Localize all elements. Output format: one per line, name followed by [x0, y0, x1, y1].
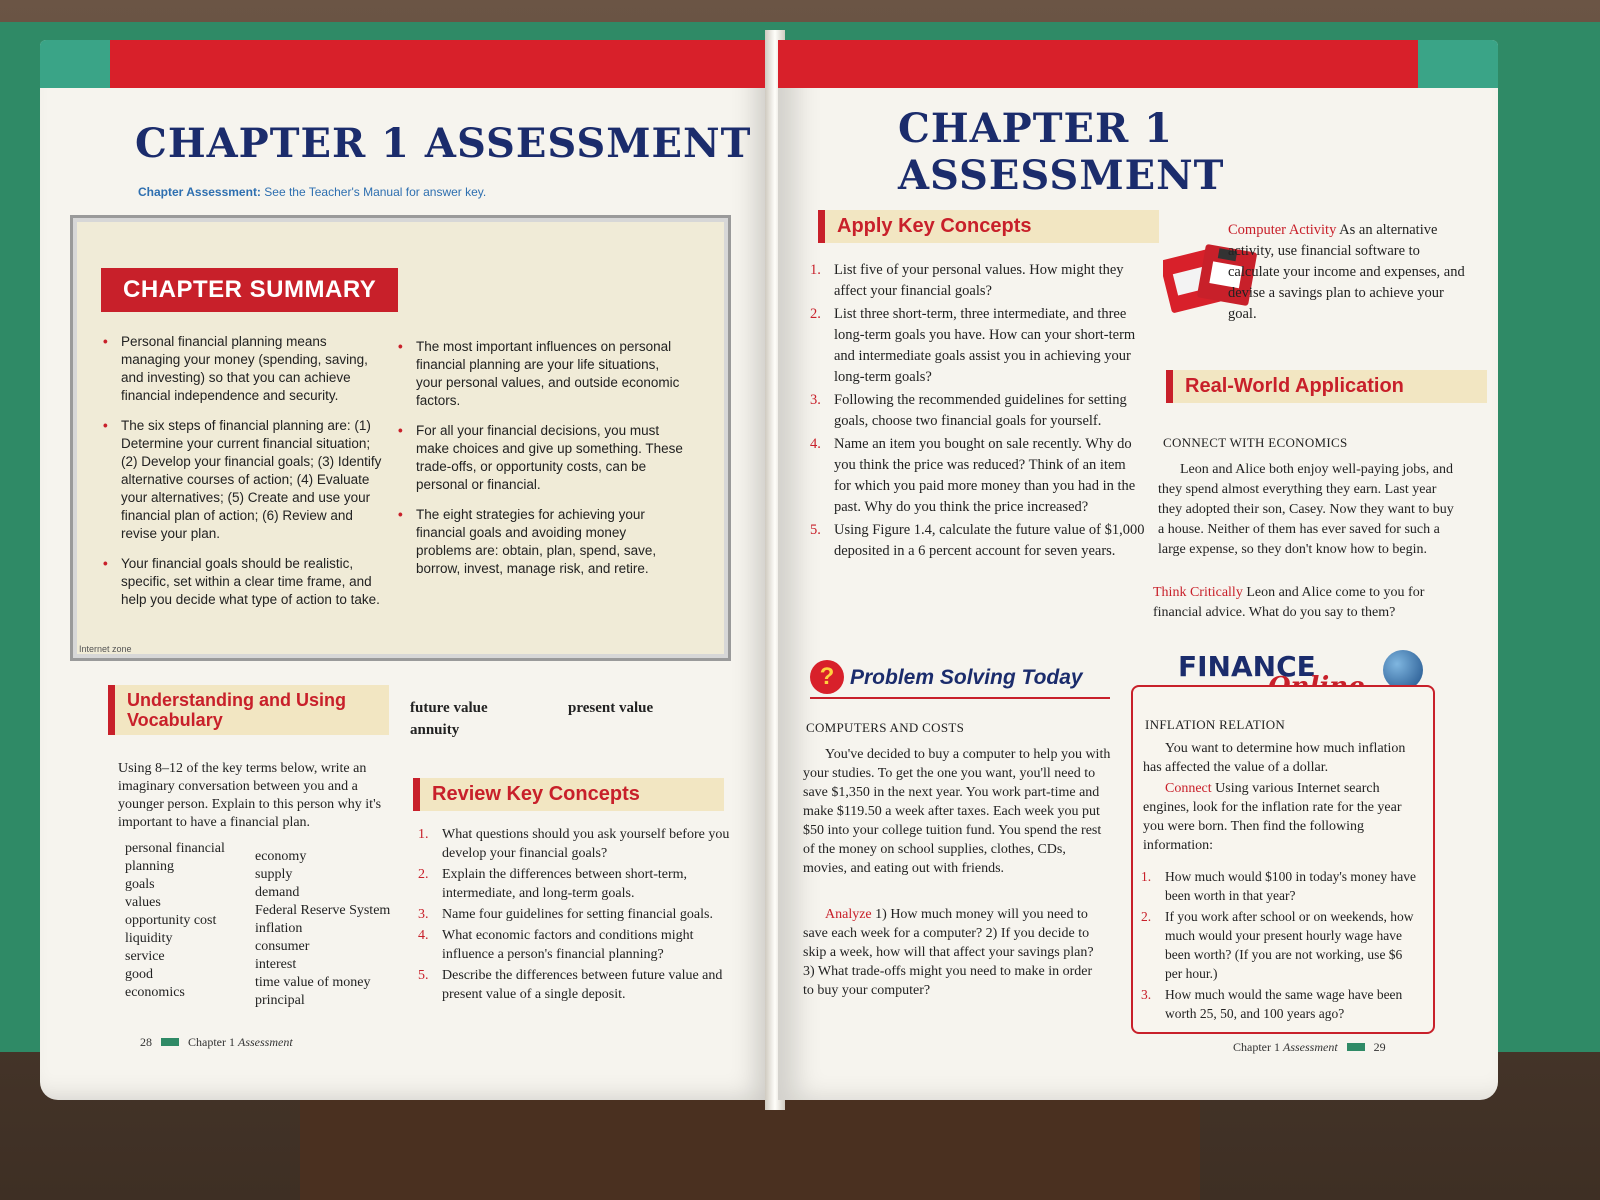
apply-question-text: Name an item you bought on sale recently. Why do you think the price was reduced? Think of an item for which you paid more money than you had in the past. Why do you think the price increased? [834, 436, 1136, 515]
review-key-concepts-header: Review Key Concepts [413, 778, 724, 811]
term-future-value: future value [410, 700, 488, 716]
finance-online-question [1141, 907, 1421, 983]
vocab-terms-column-1 [125, 840, 245, 1002]
review-question-text: Describe the differences between future value and present value of a single deposit. [442, 968, 723, 1002]
left-teal-corner [40, 40, 110, 88]
review-question-text: What questions should you ask yourself before you develop your financial goals? [442, 827, 730, 861]
review-question [418, 825, 738, 863]
apply-questions-list [810, 260, 1145, 564]
apply-question [810, 260, 1145, 302]
summary-column-2 [398, 338, 683, 590]
left-chapter-title: CHAPTER 1 ASSESSMENT [135, 120, 752, 167]
real-world-body: Leon and Alice both enjoy well-paying jobs, and they spend almost everything they earn. Last year they adopted their son, Casey. Now they want to buy a house. Neither of them has ever saved for such a large expense, so they don't know how to begin. [1158, 462, 1454, 557]
footer-marker [1347, 1043, 1365, 1051]
apply-key-concepts-header: Apply Key Concepts [818, 210, 1159, 243]
apply-question-number: 4. [810, 436, 821, 452]
finance-online-connect [1143, 779, 1421, 855]
finance-online-question-number: 3. [1141, 987, 1152, 1002]
right-page-number: 29 [1373, 1040, 1386, 1054]
right-chapter-title: CHAPTER 1 ASSESSMENT [898, 105, 1225, 199]
problem-solving-title: Problem Solving Today [850, 666, 1083, 689]
question-mark-icon: ? [810, 660, 844, 694]
right-footer [1233, 1040, 1386, 1055]
vocab-term: economics [125, 985, 185, 1000]
apply-question-number: 2. [810, 306, 821, 322]
vocab-term: opportunity cost [125, 913, 217, 928]
analyze-paragraph [803, 905, 1103, 1000]
problem-solving-body: You've decided to buy a computer to help you with your studies. To get the one you want, you'll need to save $1,350 in the next year. You work part-time and make $119.50 a week after taxes. Each week you put $50 into your college tuition fund. You spend the rest of the money on school supplies, clothes, CDs, movies, and eating out with friends. [803, 747, 1111, 876]
review-question-number: 1. [418, 827, 429, 842]
apply-question [810, 520, 1145, 562]
real-world-application-header: Real-World Application [1166, 370, 1487, 403]
vocab-term: service [125, 949, 165, 964]
right-page [778, 40, 1498, 1100]
left-footer-chapter: Chapter 1 [188, 1035, 235, 1049]
teacher-note-text: See the Teacher's Manual for answer key. [260, 185, 487, 199]
summary-bullet: • Personal financial planning means managing your money (spending, saving, and investing) so that you can achieve financial independence and security. [103, 333, 388, 405]
left-footer-section: Assessment [238, 1035, 293, 1049]
review-question [418, 905, 738, 924]
right-footer-chapter: Chapter 1 [1233, 1040, 1280, 1054]
left-page-number: 28 [140, 1035, 152, 1049]
review-question-number: 2. [418, 867, 429, 882]
vocab-terms-column-2 [255, 848, 415, 1010]
summary-column-1 [103, 333, 388, 621]
apply-question-number: 3. [810, 392, 821, 408]
vocab-term: personal financial planning [125, 841, 225, 874]
finance-online-question [1141, 867, 1421, 905]
apply-question-text: Following the recommended guidelines for setting goals, choose two financial goals for yourself. [834, 392, 1127, 429]
finance-online-question-number: 1. [1141, 869, 1152, 884]
vocab-term: interest [255, 957, 297, 972]
review-question-number: 3. [418, 907, 429, 922]
computer-activity [1228, 220, 1468, 325]
vocab-term: consumer [255, 939, 310, 954]
review-question-number: 5. [418, 968, 429, 983]
finance-online-question-text: How much would the same wage have been worth 25, 50, and 100 years ago? [1165, 987, 1403, 1021]
review-question-text: What economic factors and conditions might influence a person's financial planning? [442, 928, 694, 962]
apply-question-text: Using Figure 1.4, calculate the future value of $1,000 deposited in a 6 percent account for seven years. [834, 522, 1145, 559]
review-question [418, 865, 738, 903]
apply-question-number: 5. [810, 522, 821, 538]
vocab-term: goals [125, 877, 155, 892]
chapter-summary-box [70, 215, 731, 661]
apply-question [810, 304, 1145, 388]
review-question-text: Explain the differences between short-term, intermediate, and long-term goals. [442, 867, 688, 901]
connect-text: Using various Internet search engines, look for the inflation rate for the year you were born. Then find the following information: [1143, 781, 1402, 853]
finance-online-question-number: 2. [1141, 909, 1152, 924]
inflation-relation-subhead: INFLATION RELATION [1145, 717, 1286, 732]
apply-question-text: List five of your personal values. How might they affect your financial goals? [834, 262, 1124, 299]
apply-question-text: List three short-term, three intermediate, and three long-term goals you have. How can your short-term and intermediate goals assist you in achieving your long-term goals? [834, 306, 1136, 385]
summary-bullet: • For all your financial decisions, you must make choices and give up something. These trade-offs, or opportunity costs, can be personal or financial. [398, 422, 683, 494]
apply-question [810, 390, 1145, 432]
teacher-note [138, 185, 486, 199]
left-page [40, 40, 775, 1100]
finance-online-title: FINANCE [1178, 650, 1316, 683]
left-red-band [110, 40, 775, 88]
vocabulary-header: Understanding and Using Vocabulary [108, 685, 389, 735]
chapter-summary-header: CHAPTER SUMMARY [101, 268, 398, 312]
summary-bullet: • The eight strategies for achieving your financial goals and avoiding money problems are: obtain, plan, spend, save, borrow, invest, manage risk, and retire. [398, 506, 683, 578]
vocab-term: values [125, 895, 161, 910]
apply-question [810, 434, 1145, 518]
vocab-term: principal [255, 993, 305, 1008]
analyze-text: 1) How much money will you need to save each week for a computer? 2) If you decide to skip a week, how will that affect your savings plan? 3) What trade-offs might you need to make in order to buy your computer? [803, 907, 1094, 998]
think-critically-label: Think Critically [1153, 585, 1243, 600]
finance-online-box [1131, 685, 1435, 1034]
apply-question-number: 1. [810, 262, 821, 278]
review-question-text: Name four guidelines for setting financial goals. [442, 907, 713, 922]
think-critically-text: Leon and Alice come to you for financial advice. What do you say to them? [1153, 585, 1425, 620]
summary-bullet: • The most important influences on personal financial planning are your life situations, your personal values, and outside economic factors. [398, 338, 683, 410]
review-questions-list [418, 825, 738, 1006]
globe-icon [1383, 650, 1423, 690]
vocab-term: inflation [255, 921, 303, 936]
finance-online-question-text: If you work after school or on weekends, how much would your present hourly wage have been worth? (If you are not working, use $6 per hour.) [1165, 909, 1414, 981]
vocab-term: demand [255, 885, 300, 900]
internet-zone-label: Internet zone [79, 644, 132, 654]
problem-solving-header [810, 660, 1110, 699]
finance-online-question [1141, 985, 1421, 1023]
vocab-term: Federal Reserve System [255, 903, 391, 918]
summary-bullet: • Your financial goals should be realistic, specific, set within a clear time frame, and help you decide what type of action to take. [103, 555, 388, 609]
vocab-term: liquidity [125, 931, 173, 946]
vocab-term: good [125, 967, 153, 982]
finance-online-questions [1141, 867, 1421, 1025]
review-question-number: 4. [418, 928, 429, 943]
think-critically [1153, 583, 1463, 623]
right-teal-corner [1418, 40, 1498, 88]
computer-activity-text: As an alternative activity, use financial software to calculate your income and expenses, and devise a savings plan to achieve your goal. [1228, 222, 1465, 322]
right-footer-section: Assessment [1283, 1040, 1338, 1054]
review-question [418, 966, 738, 1004]
summary-bullet: • The six steps of financial planning are: (1) Determine your current financial situation; (2) Develop your financial goals; (3) Identify alternative courses of action; (4) Evaluate your alternatives; (5) Create and use your financial plan of action; (6) Review and revise your plan. [103, 417, 388, 543]
computer-activity-label: Computer Activity [1228, 222, 1337, 238]
right-red-band [778, 40, 1418, 88]
connect-label: Connect [1165, 781, 1212, 796]
term-annuity: annuity [410, 722, 460, 738]
computers-and-costs-subhead: COMPUTERS AND COSTS [806, 720, 965, 735]
review-question [418, 926, 738, 964]
vocab-term: economy [255, 849, 307, 864]
teacher-note-label: Chapter Assessment: [138, 185, 261, 199]
finance-online-intro: You want to determine how much inflation has affected the value of a dollar. [1143, 741, 1406, 775]
term-present-value: present value [568, 700, 654, 716]
connect-with-economics-subhead: CONNECT WITH ECONOMICS [1163, 435, 1348, 450]
vocab-term: time value of money [255, 975, 371, 990]
vocab-term: supply [255, 867, 293, 882]
vocabulary-intro: Using 8–12 of the key terms below, write an imaginary conversation between you and a younger person. Explain to this person why it's important to have a financial plan. [118, 761, 382, 830]
finance-online-question-text: How much would $100 in today's money have been worth in that year? [1165, 869, 1417, 903]
footer-marker [161, 1038, 179, 1046]
analyze-label: Analyze [825, 907, 872, 922]
left-footer [140, 1035, 293, 1050]
